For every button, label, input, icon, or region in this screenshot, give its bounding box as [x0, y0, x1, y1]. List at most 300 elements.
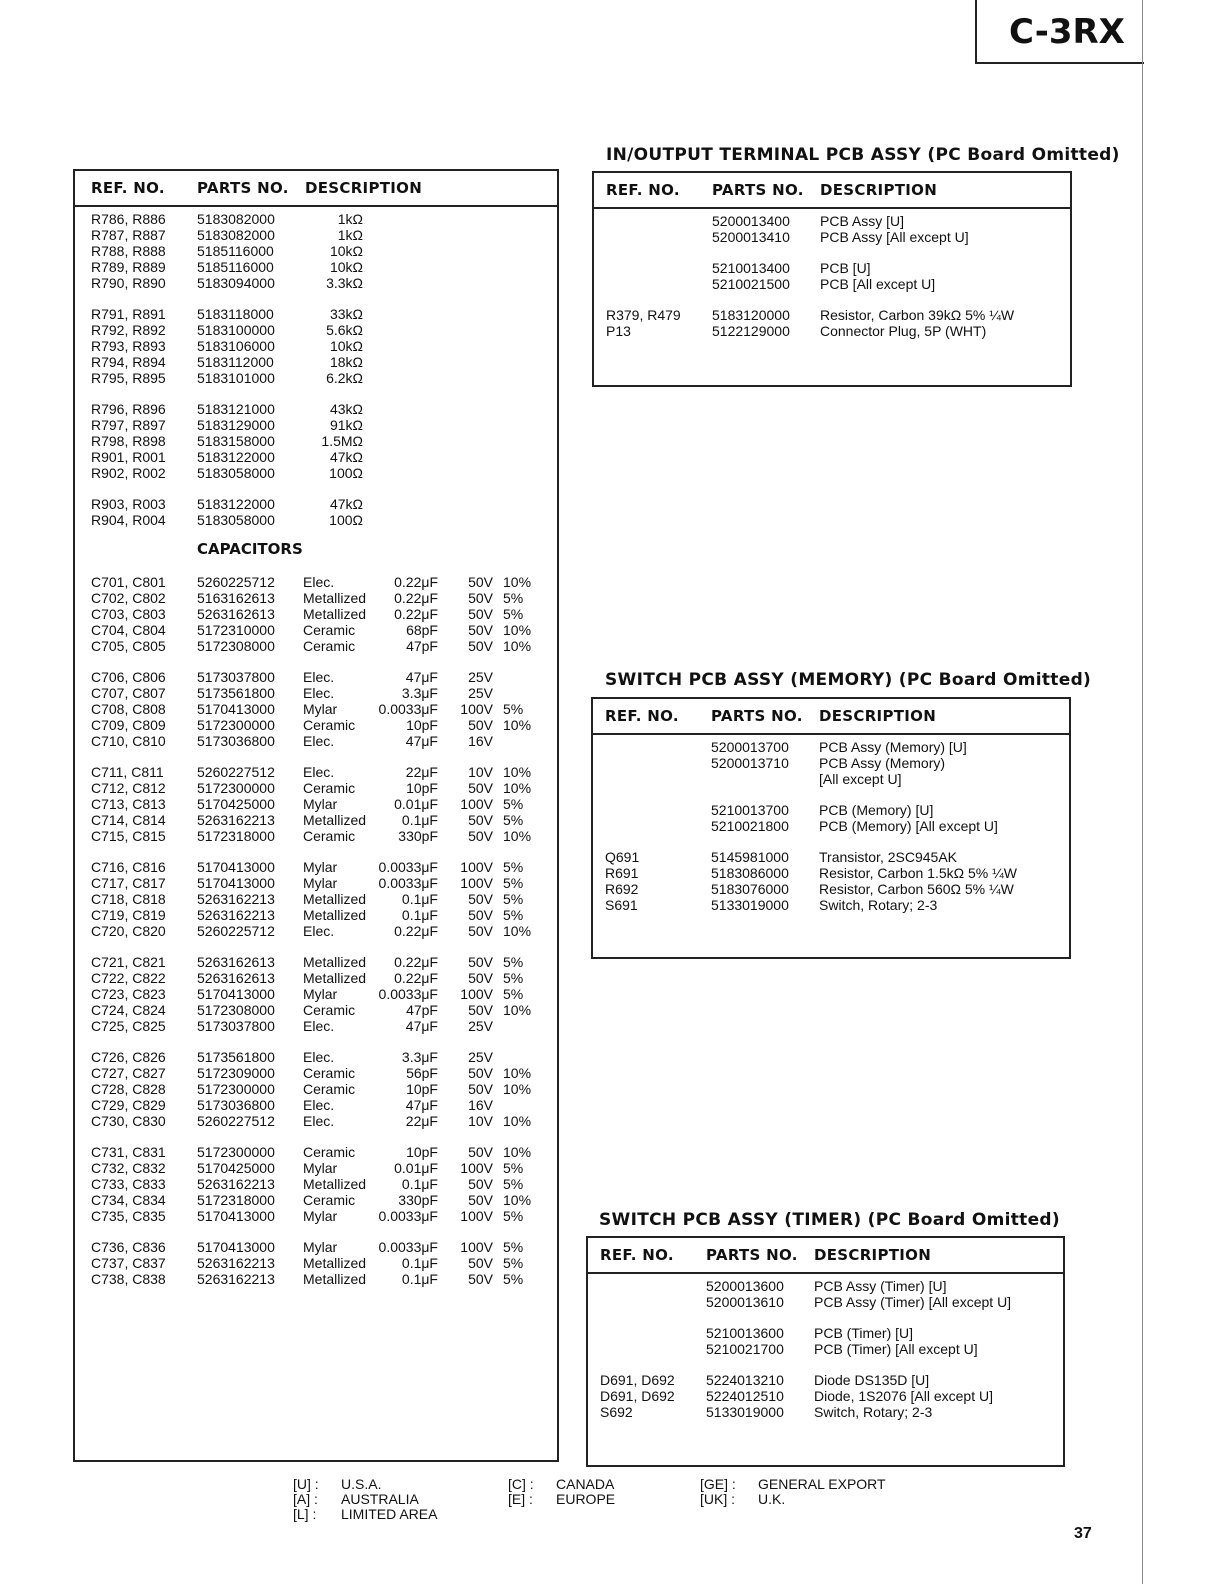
- parts-no: 5224012510: [706, 1388, 784, 1404]
- voltage: 50V: [468, 606, 493, 622]
- description: 10kΩ: [329, 338, 363, 354]
- voltage: 50V: [468, 1065, 493, 1081]
- parts-no: 5183121000: [197, 401, 275, 417]
- parts-no: 5263162613: [197, 954, 275, 970]
- capacitors-subheading: [75, 538, 557, 560]
- parts-no: 5172300000: [197, 1144, 275, 1160]
- ref-no: C702, C802: [91, 590, 166, 606]
- value: 0.01μF: [394, 1160, 438, 1176]
- parts-no: 5172309000: [197, 1065, 275, 1081]
- ref-no: C712, C812: [91, 780, 166, 796]
- value: 0.0033μF: [378, 1239, 438, 1255]
- tolerance: 5%: [503, 891, 524, 907]
- table-row: [75, 1160, 557, 1176]
- ref-no: Q691: [605, 849, 640, 865]
- description: Mylar: [303, 859, 338, 875]
- parts-no: 5173561800: [197, 685, 275, 701]
- legend-text-u: U.S.A.: [341, 1476, 382, 1492]
- ref-no: C736, C836: [91, 1239, 166, 1255]
- col-parts-no: PARTS NO.: [711, 707, 803, 725]
- parts-no: 5183058000: [197, 465, 275, 481]
- table-row: [75, 1002, 557, 1018]
- parts-no: 5170425000: [197, 1160, 275, 1176]
- legend-text-e: EUROPE: [556, 1491, 616, 1507]
- table-row: [75, 1018, 557, 1034]
- table-row: [593, 818, 1069, 834]
- parts-no: 5200013610: [706, 1294, 784, 1310]
- subheading-label: CAPACITORS: [197, 540, 303, 558]
- table-row: [594, 260, 1070, 276]
- table-row: [75, 1065, 557, 1081]
- value: 3.3μF: [401, 685, 438, 701]
- table-row: [75, 401, 557, 417]
- legend-code-ge: [GE] :: [700, 1476, 736, 1492]
- table-row: [75, 338, 557, 354]
- table-row: [75, 796, 557, 812]
- table-row: [75, 780, 557, 796]
- table-row: [588, 1294, 1063, 1310]
- tolerance: 10%: [503, 1081, 532, 1097]
- value: 47pF: [406, 1002, 438, 1018]
- ref-no: R793, R893: [91, 338, 166, 354]
- parts-no: 5210013700: [711, 802, 789, 818]
- parts-no: 5183106000: [197, 338, 275, 354]
- left-table-body: [75, 211, 557, 1287]
- io-terminal-table: [592, 171, 1072, 387]
- table-row: [75, 1097, 557, 1113]
- value: 47μF: [405, 733, 438, 749]
- model-badge: [975, 0, 1144, 64]
- ref-no: C705, C805: [91, 638, 166, 654]
- value: 22μF: [405, 764, 438, 780]
- parts-no: 5172318000: [197, 828, 275, 844]
- parts-no: 5170413000: [197, 859, 275, 875]
- voltage: 50V: [468, 1081, 493, 1097]
- left-table-header: [75, 171, 557, 207]
- section-title-io-terminal: IN/OUTPUT TERMINAL PCB ASSY (PC Board Omitted): [606, 145, 1120, 165]
- description: Diode, 1S2076 [All except U]: [814, 1388, 993, 1404]
- parts-no: 5173036800: [197, 733, 275, 749]
- table-row: [588, 1388, 1063, 1404]
- table-row: [75, 275, 557, 291]
- legend-text-uk: U.K.: [758, 1491, 786, 1507]
- legend-text-c: CANADA: [556, 1476, 615, 1492]
- ref-no: C714, C814: [91, 812, 166, 828]
- voltage: 100V: [460, 796, 493, 812]
- tolerance: 5%: [503, 970, 524, 986]
- ref-no: S691: [605, 897, 638, 913]
- value: 0.1μF: [401, 1255, 438, 1271]
- parts-no: 5173036800: [197, 1097, 275, 1113]
- switch-timer-header: [588, 1238, 1063, 1274]
- ref-no: R789, R889: [91, 259, 166, 275]
- parts-no: 5210013600: [706, 1325, 784, 1341]
- value: 0.1μF: [401, 1176, 438, 1192]
- parts-no: 5170413000: [197, 701, 275, 717]
- parts-no: 5172308000: [197, 638, 275, 654]
- ref-no: C709, C809: [91, 717, 166, 733]
- voltage: 100V: [460, 1239, 493, 1255]
- parts-no: 5183122000: [197, 496, 275, 512]
- table-row: [75, 669, 557, 685]
- table-row: [75, 1176, 557, 1192]
- parts-no: 5170413000: [197, 1239, 275, 1255]
- description: Mylar: [303, 1160, 338, 1176]
- table-row: [75, 354, 557, 370]
- parts-no: 5183101000: [197, 370, 275, 386]
- description: PCB Assy [All except U]: [820, 229, 969, 245]
- voltage: 16V: [468, 733, 493, 749]
- table-row: [75, 701, 557, 717]
- table-row: [75, 1239, 557, 1255]
- ref-no: R904, R004: [91, 512, 166, 528]
- description: PCB [All except U]: [820, 276, 936, 292]
- description: Ceramic: [303, 1002, 356, 1018]
- parts-no: 5172318000: [197, 1192, 275, 1208]
- tolerance: 5%: [503, 812, 524, 828]
- value: 0.1μF: [401, 1271, 438, 1287]
- col-parts-no: PARTS NO.: [197, 179, 289, 197]
- table-row: [75, 259, 557, 275]
- section-title-switch-timer: SWITCH PCB ASSY (TIMER) (PC Board Omitted): [599, 1210, 1060, 1230]
- value: 330pF: [398, 1192, 438, 1208]
- parts-no: 5210021700: [706, 1341, 784, 1357]
- ref-no: D691, D692: [600, 1388, 675, 1404]
- parts-no: 5170413000: [197, 1208, 275, 1224]
- description: 47kΩ: [329, 449, 363, 465]
- ref-no: S692: [600, 1404, 633, 1420]
- tolerance: 10%: [503, 764, 532, 780]
- parts-no: 5260227512: [197, 1113, 275, 1129]
- ref-no: R786, R886: [91, 211, 166, 227]
- description: Metallized: [303, 907, 367, 923]
- table-row: [75, 211, 557, 227]
- table-row: [75, 1081, 557, 1097]
- table-row: [75, 828, 557, 844]
- table-row: [593, 739, 1069, 755]
- description: 5.6kΩ: [326, 322, 363, 338]
- description: 3.3kΩ: [326, 275, 363, 291]
- voltage: 50V: [468, 907, 493, 923]
- voltage: 10V: [468, 1113, 493, 1129]
- page-number: 37: [1074, 1525, 1092, 1542]
- tolerance: 5%: [503, 1271, 524, 1287]
- left-parts-table: [73, 169, 559, 1462]
- ref-no: C720, C820: [91, 923, 166, 939]
- parts-no: 5183122000: [197, 449, 275, 465]
- parts-no: 5170413000: [197, 986, 275, 1002]
- parts-no: 5183082000: [197, 211, 275, 227]
- description: Resistor, Carbon 560Ω 5% ¼W: [819, 881, 1014, 897]
- ref-no: R692: [605, 881, 639, 897]
- voltage: 50V: [468, 954, 493, 970]
- description: PCB Assy (Memory) [U]: [819, 739, 967, 755]
- parts-no: 5133019000: [711, 897, 789, 913]
- ref-no: C726, C826: [91, 1049, 166, 1065]
- switch-timer-body: [588, 1278, 1063, 1420]
- parts-no: 5183112000: [197, 354, 274, 370]
- switch-timer-table: [586, 1236, 1065, 1467]
- col-ref-no: REF. NO.: [91, 179, 165, 197]
- ref-no: C719, C819: [91, 907, 166, 923]
- description: 47kΩ: [329, 496, 363, 512]
- ref-no: R795, R895: [91, 370, 166, 386]
- tolerance: 5%: [503, 606, 524, 622]
- table-row: [75, 685, 557, 701]
- description: 91kΩ: [329, 417, 363, 433]
- voltage: 50V: [468, 574, 493, 590]
- col-description: DESCRIPTION: [819, 707, 937, 725]
- table-row: [75, 306, 557, 322]
- table-row: [594, 276, 1070, 292]
- value: 0.0033μF: [378, 701, 438, 717]
- ref-no: C704, C804: [91, 622, 166, 638]
- voltage: 100V: [460, 875, 493, 891]
- ref-no: C738, C838: [91, 1271, 166, 1287]
- table-row: [75, 1271, 557, 1287]
- description: Resistor, Carbon 39kΩ 5% ¼W: [820, 307, 1015, 323]
- parts-no: 5200013410: [712, 229, 790, 245]
- parts-no: 5200013400: [712, 213, 790, 229]
- description: Elec.: [303, 669, 335, 685]
- table-row: [75, 606, 557, 622]
- parts-no: 5172310000: [197, 622, 275, 638]
- legend-code-u: [U] :: [293, 1476, 319, 1492]
- value: 0.01μF: [394, 796, 438, 812]
- ref-no: R798, R898: [91, 433, 166, 449]
- voltage: 50V: [468, 622, 493, 638]
- parts-no: 5210021800: [711, 818, 789, 834]
- description: Elec.: [303, 764, 335, 780]
- ref-no: R903, R003: [91, 496, 166, 512]
- description: Diode DS135D [U]: [814, 1372, 930, 1388]
- voltage: 50V: [468, 638, 493, 654]
- description: PCB (Timer) [All except U]: [814, 1341, 978, 1357]
- tolerance: 5%: [503, 986, 524, 1002]
- voltage: 50V: [468, 812, 493, 828]
- ref-no: C716, C816: [91, 859, 166, 875]
- description: 6.2kΩ: [326, 370, 363, 386]
- col-description: DESCRIPTION: [305, 179, 423, 197]
- value: 0.22μF: [394, 954, 438, 970]
- parts-no: 5172300000: [197, 1081, 275, 1097]
- parts-no: 5263162213: [197, 907, 275, 923]
- table-row: [75, 923, 557, 939]
- legend-code-a: [A] :: [293, 1491, 318, 1507]
- tolerance: 5%: [503, 859, 524, 875]
- voltage: 50V: [468, 717, 493, 733]
- value: 47pF: [406, 638, 438, 654]
- ref-no: C728, C828: [91, 1081, 166, 1097]
- value: 68pF: [406, 622, 438, 638]
- description: Elec.: [303, 574, 335, 590]
- voltage: 50V: [468, 891, 493, 907]
- table-row: [588, 1278, 1063, 1294]
- value: 0.1μF: [401, 812, 438, 828]
- parts-no: 5183094000: [197, 275, 275, 291]
- parts-no: 5145981000: [711, 849, 789, 865]
- table-row: [75, 322, 557, 338]
- table-row: [588, 1404, 1063, 1420]
- description: Metallized: [303, 891, 367, 907]
- ref-no: C730, C830: [91, 1113, 166, 1129]
- ref-no: C710, C810: [91, 733, 166, 749]
- table-row: [588, 1325, 1063, 1341]
- switch-memory-body: [593, 739, 1069, 913]
- ref-no: R787, R887: [91, 227, 166, 243]
- description: Elec.: [303, 733, 335, 749]
- description: Mylar: [303, 1239, 338, 1255]
- description: 100Ω: [329, 465, 363, 481]
- value: 10pF: [406, 780, 438, 796]
- description: Elec.: [303, 685, 335, 701]
- table-row: [75, 465, 557, 481]
- description: Switch, Rotary; 2-3: [819, 897, 938, 913]
- table-row: [75, 733, 557, 749]
- table-row: [593, 897, 1069, 913]
- ref-no: C734, C834: [91, 1192, 166, 1208]
- parts-no: 5260225712: [197, 923, 275, 939]
- parts-no: 5263162213: [197, 891, 275, 907]
- tolerance: 5%: [503, 907, 524, 923]
- description: Metallized: [303, 1176, 367, 1192]
- table-row: [75, 433, 557, 449]
- value: 0.22μF: [394, 606, 438, 622]
- tolerance: 5%: [503, 1239, 524, 1255]
- parts-no: 5173037800: [197, 669, 275, 685]
- description: PCB Assy [U]: [820, 213, 905, 229]
- parts-no: 5185116000: [197, 259, 274, 275]
- voltage: 100V: [460, 859, 493, 875]
- parts-no: 5183120000: [712, 307, 790, 323]
- value: 0.22μF: [394, 574, 438, 590]
- description: Elec.: [303, 1049, 335, 1065]
- value: 56pF: [406, 1065, 438, 1081]
- description: Metallized: [303, 954, 367, 970]
- ref-no: C729, C829: [91, 1097, 166, 1113]
- value: 3.3μF: [401, 1049, 438, 1065]
- table-row: [593, 865, 1069, 881]
- ref-no: R796, R896: [91, 401, 166, 417]
- tolerance: 5%: [503, 954, 524, 970]
- table-row: [75, 859, 557, 875]
- table-row: [75, 1192, 557, 1208]
- tolerance: 5%: [503, 1176, 524, 1192]
- table-row: [594, 323, 1070, 339]
- voltage: 50V: [468, 970, 493, 986]
- parts-no: 5170413000: [197, 875, 275, 891]
- description: Metallized: [303, 590, 367, 606]
- ref-no: D691, D692: [600, 1372, 675, 1388]
- table-row: [75, 574, 557, 590]
- voltage: 25V: [468, 1049, 493, 1065]
- ref-no: C724, C824: [91, 1002, 166, 1018]
- parts-no: 5260225712: [197, 574, 275, 590]
- table-row: [75, 1255, 557, 1271]
- parts-no: 5183158000: [197, 433, 275, 449]
- tolerance: 5%: [503, 1208, 524, 1224]
- description: 100Ω: [329, 512, 363, 528]
- ref-no: C711, C811: [91, 764, 164, 780]
- legend-text-a: AUSTRALIA: [341, 1491, 419, 1507]
- voltage: 50V: [468, 1144, 493, 1160]
- voltage: 100V: [460, 986, 493, 1002]
- description: Resistor, Carbon 1.5kΩ 5% ¼W: [819, 865, 1017, 881]
- table-row: [593, 755, 1069, 771]
- table-row: [75, 907, 557, 923]
- legend-code-uk: [UK] :: [700, 1491, 736, 1507]
- tolerance: 5%: [503, 796, 524, 812]
- ref-no: R797, R897: [91, 417, 166, 433]
- ref-no: C721, C821: [91, 954, 166, 970]
- value: 0.0033μF: [378, 859, 438, 875]
- parts-no: 5183100000: [197, 322, 275, 338]
- tolerance: 10%: [503, 1192, 532, 1208]
- parts-no: 5183082000: [197, 227, 275, 243]
- col-ref-no: REF. NO.: [600, 1246, 674, 1264]
- description: PCB Assy (Timer) [All except U]: [814, 1294, 1012, 1310]
- parts-no: 5263162613: [197, 970, 275, 986]
- tolerance: 10%: [503, 622, 532, 638]
- ref-no: C713, C813: [91, 796, 166, 812]
- ref-no: R901, R001: [91, 449, 166, 465]
- description: Elec.: [303, 1018, 335, 1034]
- ref-no: C703, C803: [91, 606, 166, 622]
- ref-no: C727, C827: [91, 1065, 166, 1081]
- parts-no: 5122129000: [712, 323, 790, 339]
- tolerance: 10%: [503, 828, 532, 844]
- tolerance: 10%: [503, 717, 532, 733]
- description: Metallized: [303, 1271, 367, 1287]
- parts-no: 5210021500: [712, 276, 790, 292]
- tolerance: 10%: [503, 1113, 532, 1129]
- value: 330pF: [398, 828, 438, 844]
- value: 0.0033μF: [378, 986, 438, 1002]
- description: Ceramic: [303, 1081, 356, 1097]
- parts-no: 5172300000: [197, 780, 275, 796]
- switch-memory-header: [593, 699, 1069, 735]
- parts-no: 5133019000: [706, 1404, 784, 1420]
- parts-no: 5183086000: [711, 865, 789, 881]
- ref-no: C708, C808: [91, 701, 166, 717]
- voltage: 50V: [468, 1002, 493, 1018]
- voltage: 50V: [468, 1176, 493, 1192]
- io-terminal-header: [594, 173, 1070, 209]
- description: PCB [U]: [820, 260, 871, 276]
- value: 47μF: [405, 1097, 438, 1113]
- voltage: 16V: [468, 1097, 493, 1113]
- value: 0.1μF: [401, 907, 438, 923]
- ref-no: C737, C837: [91, 1255, 166, 1271]
- ref-no: R792, R892: [91, 322, 166, 338]
- parts-no: 5263162213: [197, 1271, 275, 1287]
- legend-text-ge: GENERAL EXPORT: [758, 1476, 886, 1492]
- page-edge-line: [1142, 0, 1143, 1584]
- voltage: 100V: [460, 1160, 493, 1176]
- value: 47μF: [405, 1018, 438, 1034]
- table-row: [75, 717, 557, 733]
- table-row: [75, 496, 557, 512]
- voltage: 50V: [468, 923, 493, 939]
- ref-no: C723, C823: [91, 986, 166, 1002]
- ref-no: C722, C822: [91, 970, 166, 986]
- tolerance: 5%: [503, 701, 524, 717]
- parts-no: 5200013710: [711, 755, 789, 771]
- legend-code-l: [L] :: [293, 1506, 317, 1522]
- voltage: 100V: [460, 1208, 493, 1224]
- tolerance: 10%: [503, 1002, 532, 1018]
- table-row: [593, 802, 1069, 818]
